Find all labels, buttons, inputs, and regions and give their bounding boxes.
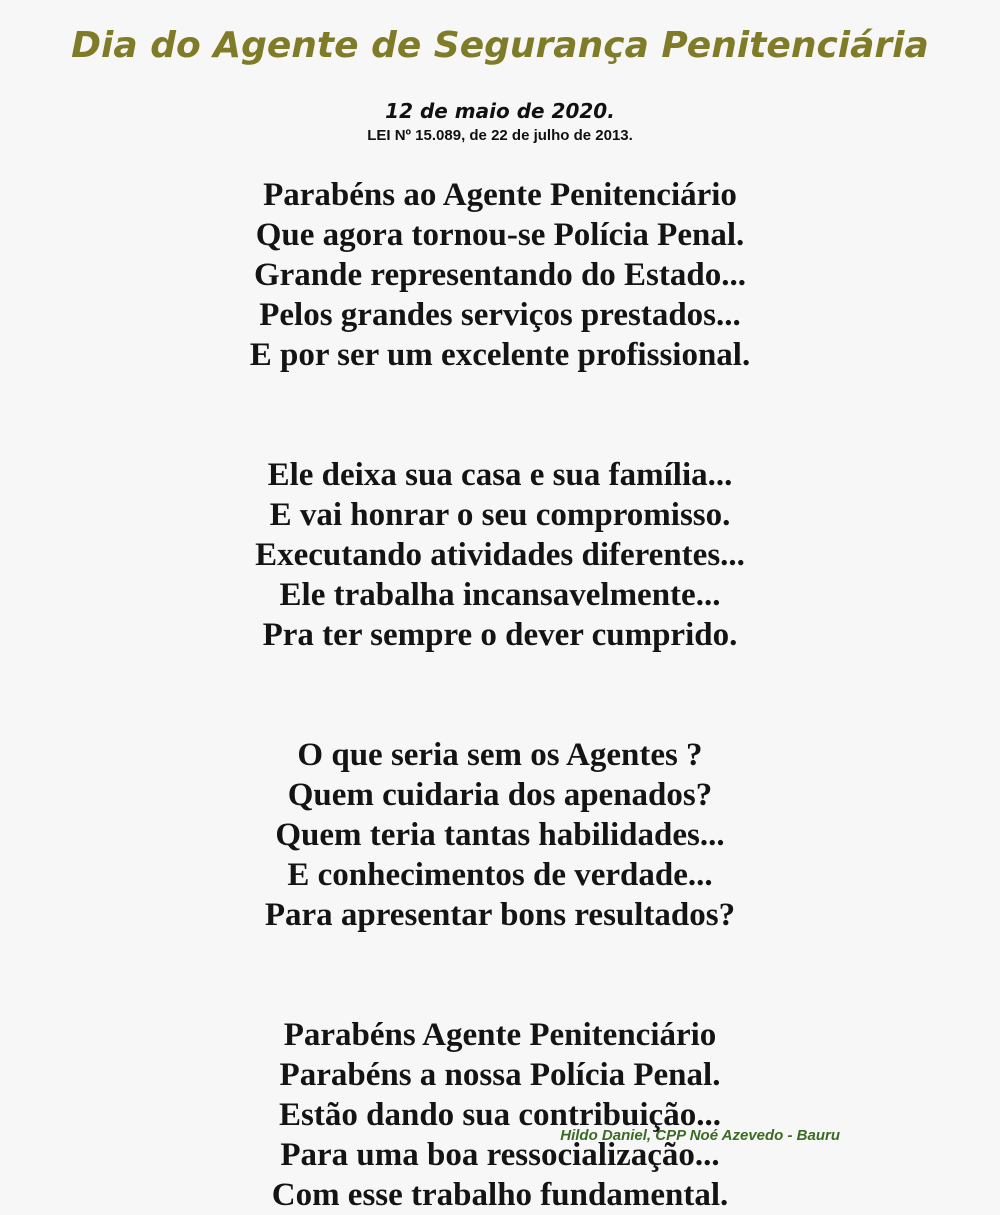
poem-line: Ele deixa sua casa e sua família... xyxy=(267,457,733,493)
author-signature: Hildo Daniel, CPP Noé Azevedo - Bauru xyxy=(560,1127,840,1144)
poem-line: Parabéns Agente Penitenciário xyxy=(283,1017,717,1053)
poem-line: Pra ter sempre o dever cumprido. xyxy=(262,617,738,653)
poem-line: Para uma boa ressocialização... xyxy=(280,1137,720,1173)
poem-line: Para apresentar bons resultados? xyxy=(264,897,736,933)
stanza-1 xyxy=(0,175,1000,375)
page-title: Dia do Agente de Segurança Penitenciária xyxy=(71,25,929,66)
poem-line: E conhecimentos de verdade... xyxy=(287,857,713,893)
law-reference: LEI Nº 15.089, de 22 de julho de 2013. xyxy=(367,127,633,144)
stanza-3 xyxy=(0,735,1000,935)
poem-line: Ele trabalha incansavelmente... xyxy=(279,577,721,613)
poem-line: Estão dando sua contribuição... xyxy=(279,1097,721,1133)
poem-line: Parabéns a nossa Polícia Penal. xyxy=(279,1057,721,1093)
poem-line: O que seria sem os Agentes ? xyxy=(297,737,703,773)
poem-body xyxy=(0,175,1000,1215)
poem-line: Parabéns ao Agente Penitenciário xyxy=(263,177,737,213)
stanza-4 xyxy=(0,1015,1000,1215)
poem-line: E vai honrar o seu compromisso. xyxy=(269,497,731,533)
poem-line: Quem teria tantas habilidades... xyxy=(275,817,725,853)
poem-line: Que agora tornou-se Polícia Penal. xyxy=(255,217,745,253)
poem-date: 12 de maio de 2020. xyxy=(385,99,615,123)
poem-line: Quem cuidaria dos apenados? xyxy=(287,777,713,813)
poem-line: E por ser um excelente profissional. xyxy=(249,337,751,373)
poem-line: Com esse trabalho fundamental. xyxy=(271,1177,729,1213)
poem-line: Executando atividades diferentes... xyxy=(255,537,745,573)
poem-line: Grande representando do Estado... xyxy=(253,257,746,293)
poem-line: Pelos grandes serviços prestados... xyxy=(259,297,741,333)
stanza-2 xyxy=(0,455,1000,655)
